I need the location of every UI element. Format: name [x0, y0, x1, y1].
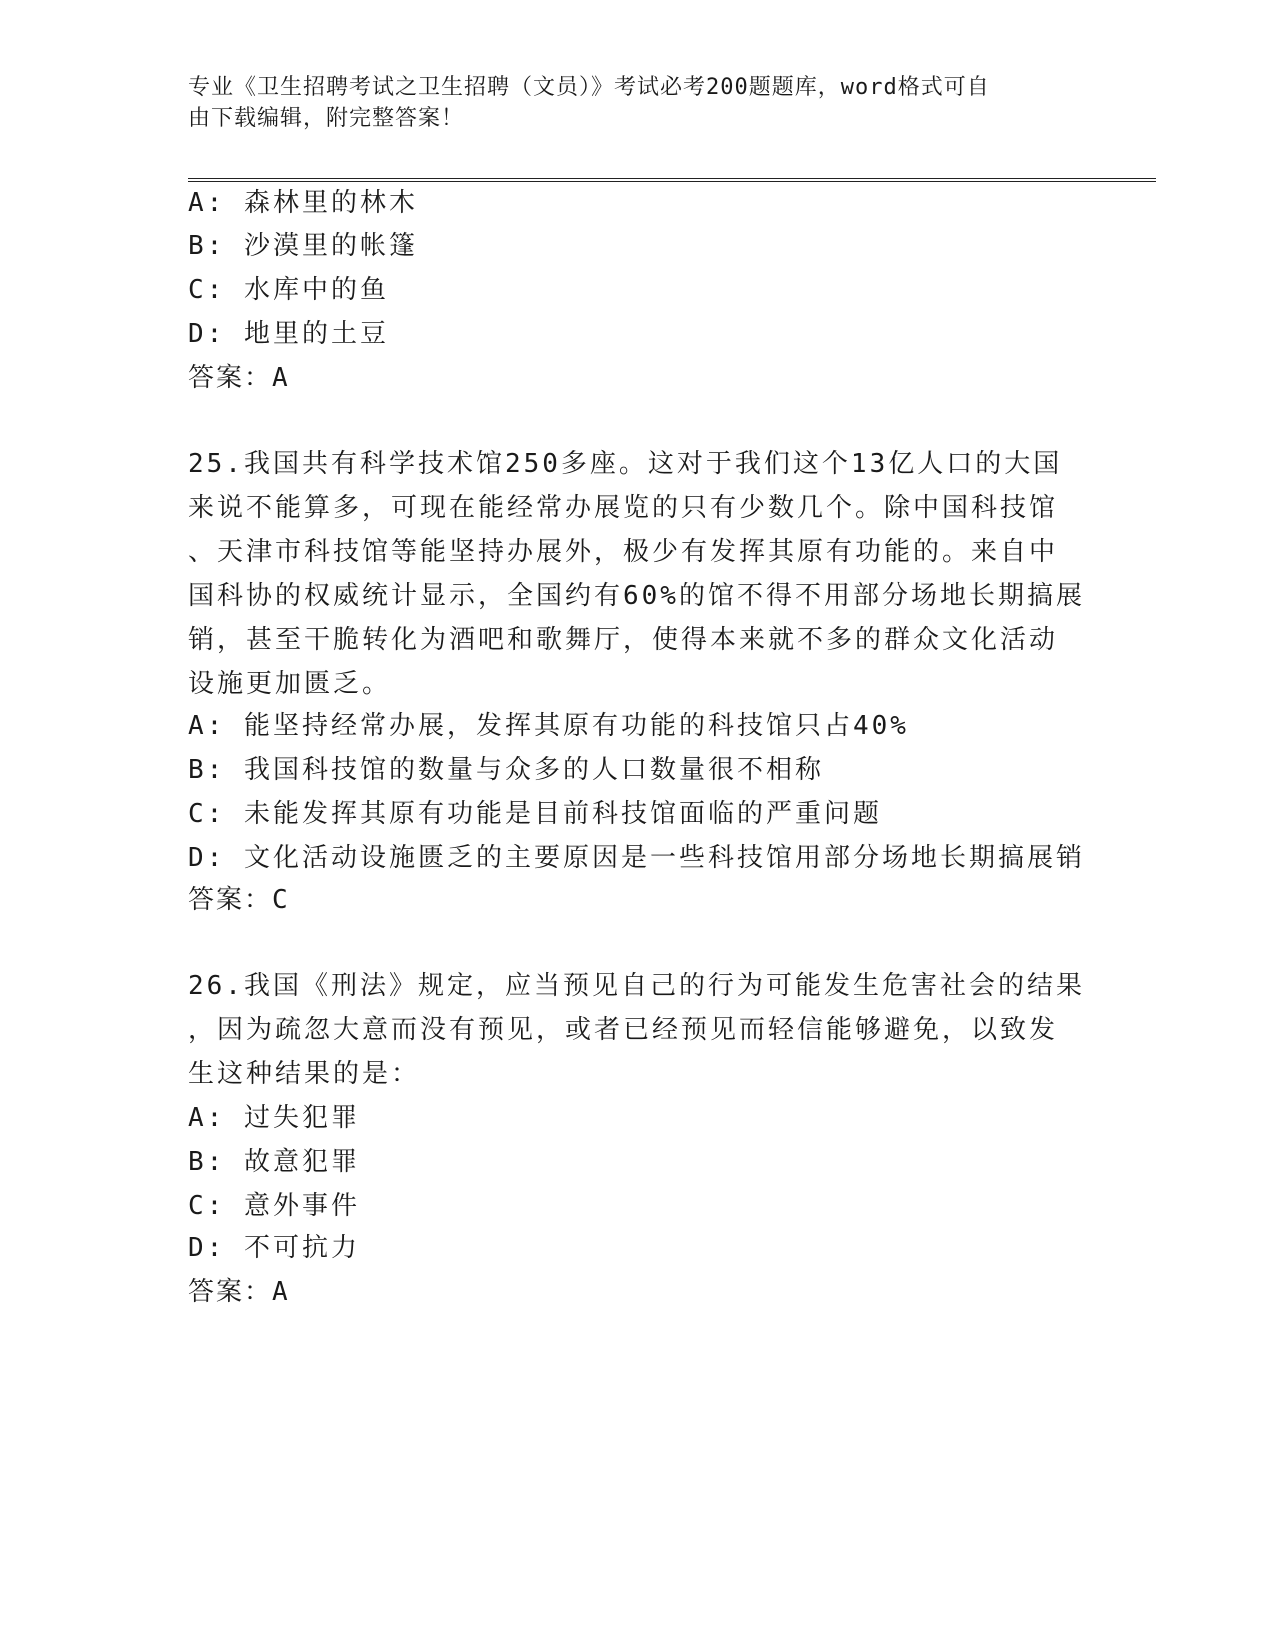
q26-stem-line-1: 26.我国《刑法》规定，应当预见自己的行为可能发生危害社会的结果 [188, 971, 1085, 1001]
q26-option-c: C: 意外事件 [188, 1191, 360, 1221]
answer-label: 答案： [188, 1277, 273, 1307]
q26-stem-line-2: ，因为疏忽大意而没有预见，或者已经预见而轻信能够避免，以致发 [188, 1015, 1059, 1045]
q25-answer [188, 877, 290, 923]
q25-option-d: D: 文化活动设施匮乏的主要原因是一些科技馆用部分场地长期搞展销 [188, 843, 1085, 873]
q25-stem-line-1: 25.我国共有科学技术馆250多座。这对于我们这个13亿人口的大国 [188, 449, 1063, 479]
q26-option-a: A: 过失犯罪 [188, 1103, 360, 1133]
q26-option-b: B: 故意犯罪 [188, 1147, 360, 1177]
document-header [188, 72, 1088, 134]
q25-stem-line-2: 来说不能算多，可现在能经常办展览的只有少数几个。除中国科技馆 [188, 493, 1059, 523]
q25-stem-line-6: 设施更加匮乏。 [188, 669, 392, 699]
q25-stem-line-3: 、天津市科技馆等能坚持办展外，极少有发挥其原有功能的。来自中 [188, 537, 1059, 567]
answer-value: C [272, 885, 290, 915]
q24-option-d: D: 地里的土豆 [188, 319, 389, 349]
q26-stem-line-3: 生这种结果的是： [188, 1059, 421, 1089]
q26-option-d: D: 不可抗力 [188, 1233, 360, 1263]
q24-option-c: C: 水库中的鱼 [188, 275, 389, 305]
q24-option-a: A: 森林里的林木 [188, 188, 418, 218]
header-line-1: 专业《卫生招聘考试之卫生招聘（文员）》考试必考200题题库，word格式可自 [188, 75, 990, 100]
q25-stem-line-4: 国科协的权威统计显示，全国约有60%的馆不得不用部分场地长期搞展 [188, 581, 1085, 611]
q26-answer [188, 1269, 290, 1315]
q24-option-b: B: 沙漠里的帐篷 [188, 231, 418, 261]
q25-option-a: A: 能坚持经常办展，发挥其原有功能的科技馆只占40% [188, 711, 909, 741]
answer-value: A [272, 1277, 290, 1307]
answer-value: A [272, 363, 290, 393]
q25-stem-line-5: 销，甚至干脆转化为酒吧和歌舞厅，使得本来就不多的群众文化活动 [188, 625, 1059, 655]
q25-option-b: B: 我国科技馆的数量与众多的人口数量很不相称 [188, 755, 824, 785]
q25-option-c: C: 未能发挥其原有功能是目前科技馆面临的严重问题 [188, 799, 882, 829]
header-line-2: 由下载编辑，附完整答案！ [188, 106, 465, 131]
answer-label: 答案： [188, 885, 273, 915]
q24-answer [188, 355, 290, 401]
answer-label: 答案： [188, 363, 273, 393]
